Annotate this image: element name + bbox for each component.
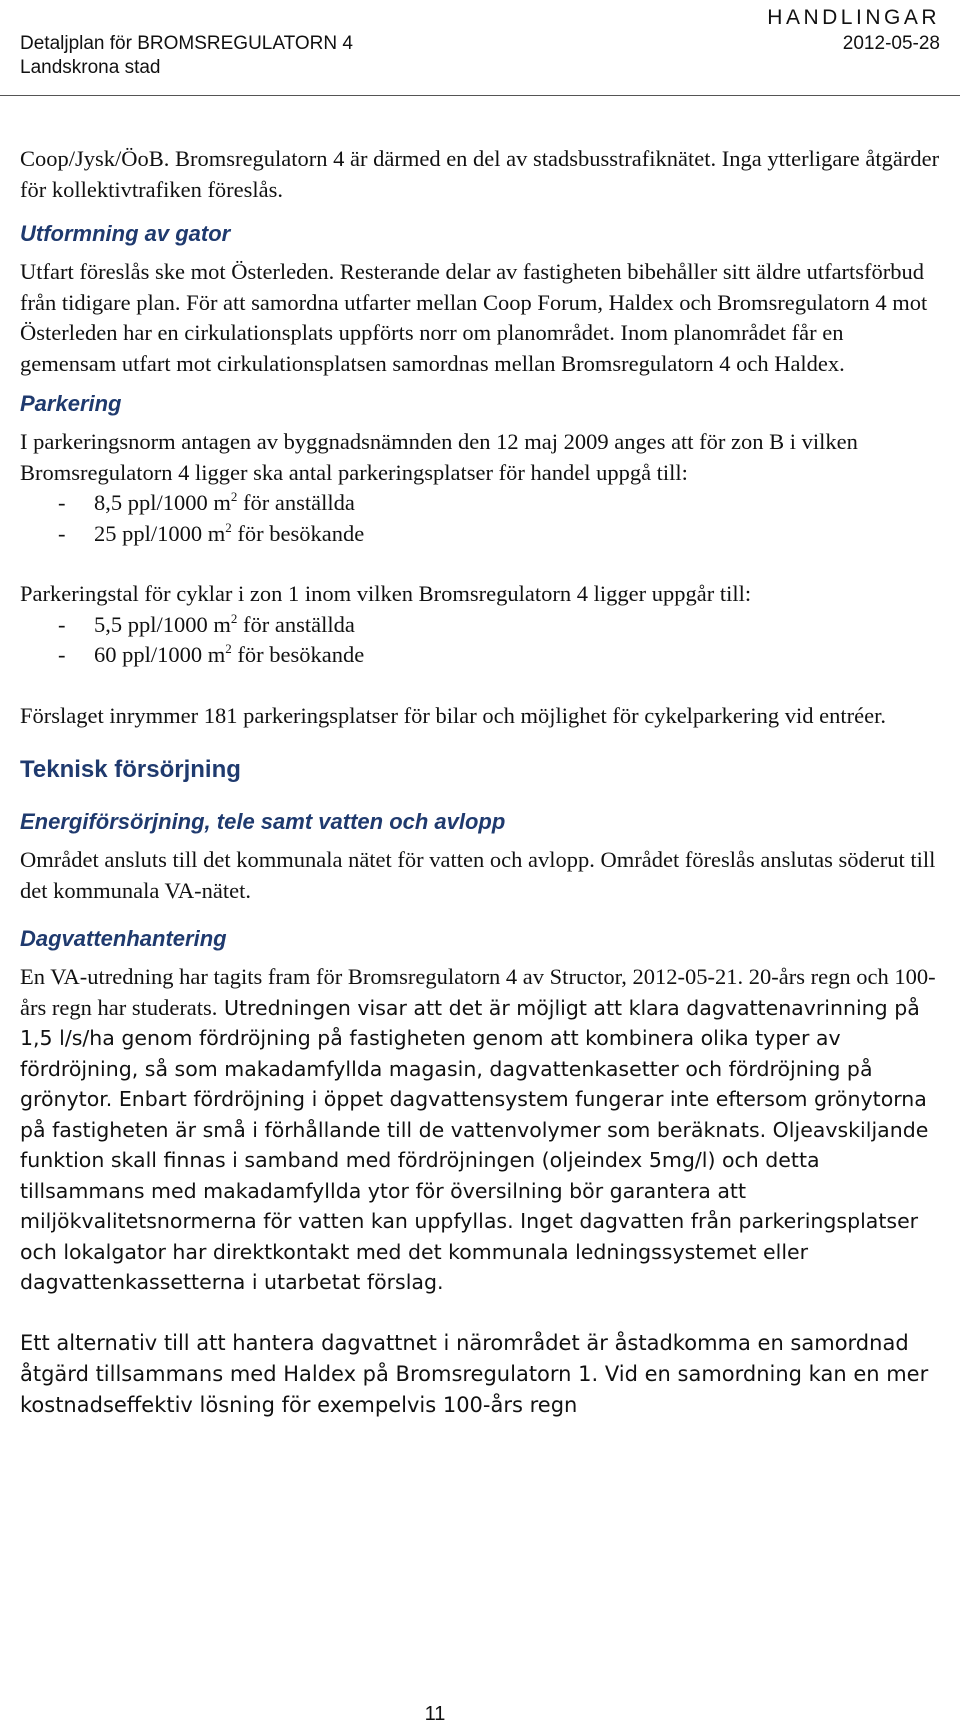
page-number: 11 — [424, 1703, 446, 1725]
list-item — [20, 519, 945, 550]
gator-paragraph: Utfart föreslås ske mot Österleden. Resterande delar av fastigheten bibehåller sitt äldre utfartsförbud från tidigare plan. För att samordna utfarter mellan Coop Forum, Haldex och Bromsregulatorn 4 mot Österleden har en cirkulationsplats uppförts norr om planområdet. Inom planområdet får en gemensam utfart mot cirkulationsplatsen samordnas mellan Bromsregulatorn 4 och Haldex. — [20, 259, 928, 376]
list-superscript: 2 — [230, 489, 238, 504]
header-subtitle: Landskrona stad — [20, 57, 161, 78]
dagvatten-paragraph — [20, 962, 945, 1298]
list-dash: - — [58, 611, 66, 637]
header-divider — [0, 95, 960, 96]
dagvatten-sans-text: Utredningen visar att det är möjligt att klara dagvattenavrinning på 1,5 l/s/ha genom fördröjning på fastigheten genom att kombinera olika typer av fördröjning, så som makadamfyllda magasin, dagvattenkasetter och fördröjning på grönytor. Enbart fördröjning i öppet dagvattensystem fungerar inte eftersom grönytorna på fastigheten är små i förhållande till de vattenvolymer som beräknats. Oljeavskiljande funktion skall finnas i samband med fördröjningen (oljeindex 5mg/l) och detta tillsammans med makadamfyllda ytor för översilning bör garantera att miljökvalitetsnormerna för vatten kan uppfyllas. Inget dagvatten från parkeringsplatser och lokalgator har direktkontakt med det kommunala ledningssystemet eller dagvattenkassetterna i utarbetat förslag. — [20, 995, 929, 1294]
heading-utformning-av-gator: Utformning av gator — [20, 221, 231, 246]
list-item — [20, 488, 945, 519]
list-item — [20, 640, 945, 671]
list-superscript: 2 — [225, 641, 232, 656]
list-superscript: 2 — [230, 610, 238, 626]
header-label: HANDLINGAR — [767, 6, 940, 29]
alternativ-paragraph: Ett alternativ till att hantera dagvattnet i närområdet är åstadkomma en samordnad åtgärd tillsammans med Haldex på Bromsregulatorn 1. Vid en samordning kan en mer kostnadseffektiv lösning för exempelvis 100-års regn — [20, 1330, 929, 1417]
list-value: 25 ppl/1000 m — [94, 520, 226, 546]
parkering-paragraph: I parkeringsnorm antagen av byggnadsnämnden den 12 maj 2009 anges att för zon B i vilken Bromsregulatorn 4 ligger ska antal parkeringsplatser för handel uppgå till: — [20, 429, 858, 485]
list-superscript: 2 — [225, 519, 232, 535]
heading-teknisk-forsorjning: Teknisk försörjning — [20, 756, 241, 783]
header-title: Detaljplan för BROMSREGULATORN 4 — [20, 33, 353, 54]
list-value: 8,5 ppl/1000 m — [94, 490, 231, 515]
header-date: 2012-05-28 — [842, 33, 940, 54]
energi-paragraph: Området ansluts till det kommunala nätet för vatten och avlopp. Området föreslås anslutas söderut till det kommunala VA-nätet. — [20, 847, 936, 903]
heading-parkering: Parkering — [20, 391, 122, 416]
car-parking-list — [20, 488, 945, 549]
page-header — [20, 6, 940, 80]
heading-dagvattenhantering: Dagvattenhantering — [20, 926, 227, 951]
list-dash: - — [58, 642, 66, 667]
forslag-paragraph: Förslaget inrymmer 181 parkeringsplatser för bilar och möjlighet för cykelparkering vid entréer. — [20, 702, 886, 728]
bike-parking-list — [20, 610, 945, 671]
list-dash: - — [58, 520, 66, 546]
list-rest: för anställda — [237, 490, 355, 515]
list-rest: för anställda — [237, 611, 355, 637]
cykel-paragraph: Parkeringstal för cyklar i zon 1 inom vilken Bromsregulatorn 4 ligger uppgår till: — [20, 581, 752, 606]
dagvatten-serif-text: En VA-utredning har tagits fram för Bromsregulatorn 4 av Structor, 2012-05-21. 20-års regn och 100-års regn har studerats. — [20, 964, 936, 1020]
heading-energiforsorjning: Energiförsörjning, tele samt vatten och avlopp — [20, 809, 506, 834]
list-dash: - — [58, 490, 66, 515]
list-value: 5,5 ppl/1000 m — [94, 611, 231, 637]
list-value: 60 ppl/1000 m — [94, 642, 226, 667]
document-body — [20, 144, 945, 1421]
list-item — [20, 610, 945, 641]
list-rest: för besökande — [231, 520, 365, 546]
intro-paragraph: Coop/Jysk/ÖoB. Bromsregulatorn 4 är därmed en del av stadsbusstrafiknätet. Inga ytterligare åtgärder för kollektivtrafiken föreslås. — [20, 146, 940, 202]
list-rest: för besökande — [231, 642, 365, 667]
